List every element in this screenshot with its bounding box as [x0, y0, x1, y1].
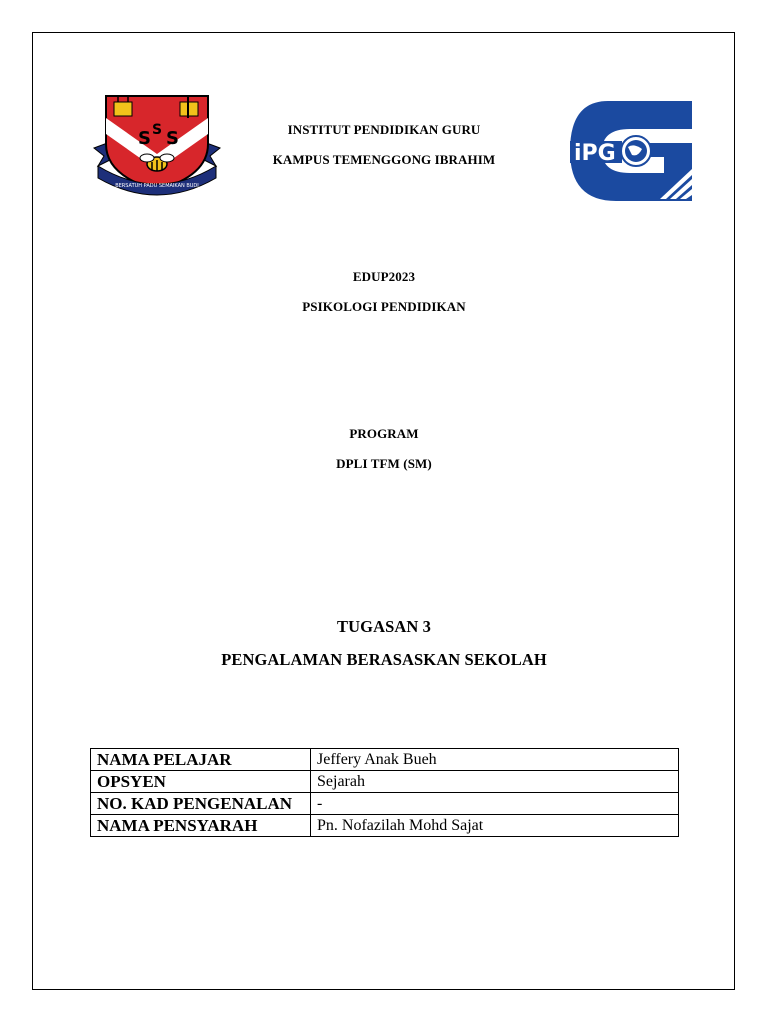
assignment-subtitle: PENGALAMAN BERASASKAN SEKOLAH	[221, 650, 547, 669]
row-value: Jeffery Anak Bueh	[311, 749, 679, 771]
svg-text:S: S	[138, 128, 151, 149]
row-label: NO. KAD PENGENALAN	[91, 793, 311, 815]
assignment-title: TUGASAN 3	[337, 617, 431, 636]
program-value: DPLI TFM (SM)	[336, 456, 432, 471]
institute-name: INSTITUT PENDIDIKAN GURU	[287, 122, 481, 137]
ipg-logo-text: iPG	[574, 141, 616, 166]
row-value: Pn. Nofazilah Mohd Sajat	[311, 815, 679, 837]
svg-text:S: S	[152, 122, 163, 138]
row-value: -	[311, 793, 679, 815]
program-label: PROGRAM	[349, 426, 419, 441]
row-label: NAMA PELAJAR	[91, 749, 311, 771]
svg-text:S: S	[166, 128, 179, 149]
row-label: NAMA PENSYARAH	[91, 815, 311, 837]
row-value: Sejarah	[311, 771, 679, 793]
student-info-table	[90, 748, 679, 837]
course-code: EDUP2023	[352, 269, 416, 284]
crest-motto: BERSATUH PADU SEMAIKAN BUDI	[115, 183, 199, 189]
table-row	[91, 749, 679, 771]
table-row	[91, 771, 679, 793]
ipg-logo	[568, 99, 694, 201]
course-name: PSIKOLOGI PENDIDIKAN	[302, 299, 466, 314]
table-row	[91, 815, 679, 837]
table-row	[91, 793, 679, 815]
campus-name: KAMPUS TEMENGGONG IBRAHIM	[272, 152, 496, 167]
crest-logo	[92, 92, 222, 198]
row-label: OPSYEN	[91, 771, 311, 793]
